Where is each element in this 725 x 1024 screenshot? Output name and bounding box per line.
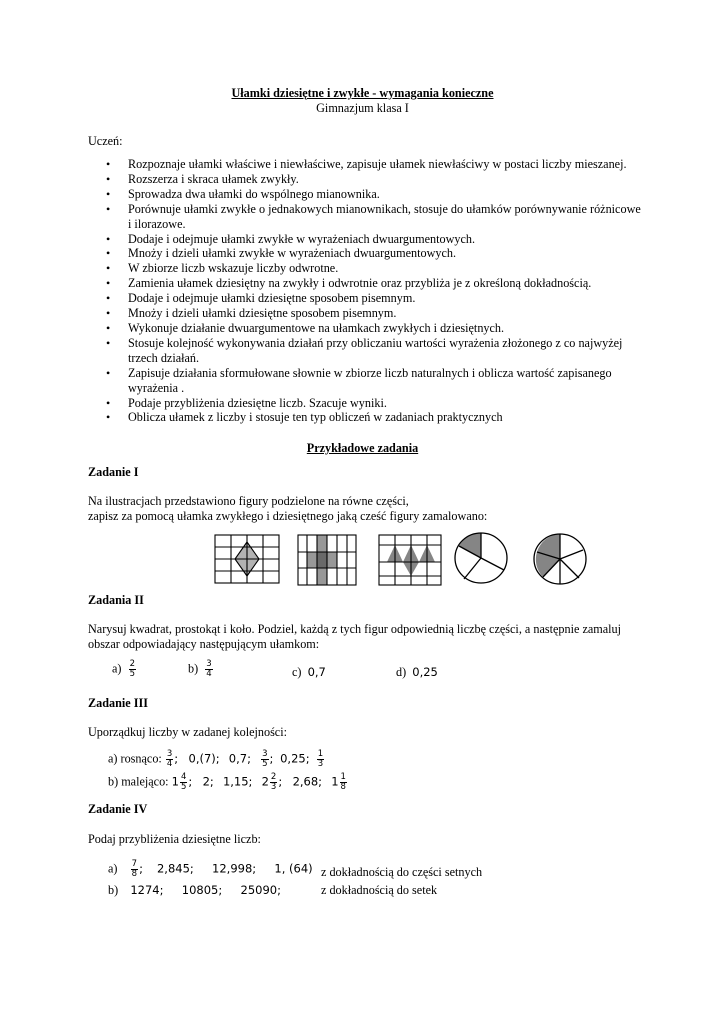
figure-4-circle bbox=[452, 530, 510, 586]
figure-2-grid bbox=[297, 534, 357, 586]
figure-3-grid bbox=[378, 534, 442, 586]
task2-option-a: a) $\frac{2}{5}$ bbox=[112, 659, 135, 679]
requirement-item: • Mnoży i dzieli ułamki zwykłe w wyrażeniach dwuargumentowych. bbox=[106, 246, 646, 261]
task3-line-a: a) rosnąco: $\frac{3}{4}$ ; 0,(7); 0,7; $\frac{3}{5}$ ; 0,25; $\frac{1}{3}$ bbox=[108, 749, 324, 769]
task2-line1: Narysuj kwadrat, prostokąt i koło. Podziel, każdą z tych figur odpowiednią liczbę części, a następnie zamaluj bbox=[88, 622, 622, 636]
intro-label: Uczeń: bbox=[88, 134, 123, 148]
requirement-item: • Rozpoznaje ułamki właściwe i niewłaściwe, zapisuje ułamek niewłaściwy w postaci liczby mieszanej. bbox=[106, 157, 646, 172]
task3-instruction: Uporządkuj liczby w zadanej kolejności: bbox=[88, 725, 287, 739]
task2-title: Zadania II bbox=[88, 593, 144, 607]
requirement-item: • Stosuje kolejność wykonywania działań przy obliczaniu wartości wyrażenia złożonego z co najwyżej trzech działań. bbox=[106, 336, 646, 366]
page-subtitle: Gimnazjum klasa I bbox=[316, 101, 409, 115]
task4-instruction: Podaj przybliżenia dziesiętne liczb: bbox=[88, 832, 261, 846]
task1-title: Zadanie I bbox=[88, 465, 139, 479]
requirement-item: • Rozszerza i skraca ułamek zwykły. bbox=[106, 172, 646, 187]
task4-note-b: z dokładnością do setek bbox=[321, 883, 438, 897]
requirement-item: • Zapisuje działania sformułowane słownie w zbiorze liczb naturalnych i oblicza wartość zapisanego wyrażenia . bbox=[106, 366, 646, 396]
requirement-item: • W zbiorze liczb wskazuje liczby odwrotne. bbox=[106, 261, 646, 276]
task4-title: Zadanie IV bbox=[88, 802, 148, 816]
requirement-item: • Dodaje i odejmuje ułamki dziesiętne sposobem pisemnym. bbox=[106, 291, 646, 306]
requirement-item: • Dodaje i odejmuje ułamki zwykłe w wyrażeniach dwuargumentowych. bbox=[106, 232, 646, 247]
task3-line-b: b) malejąco: 1 $\frac{4}{5}$ ; 2; 1,15; 2 $\frac{2}{3}$ ; 2,68; 1 $\frac{1}{8}$ bbox=[108, 772, 346, 792]
figure-5-circle bbox=[531, 531, 589, 587]
requirement-item: • Sprowadza dwa ułamki do wspólnego mianownika. bbox=[106, 187, 646, 202]
task2-line2: obszar odpowiadający następującym ułamkom: bbox=[88, 637, 320, 651]
task1-line2: zapisz za pomocą ułamka zwykłego i dziesiętnego jaką cześć figury zamalowano: bbox=[88, 509, 488, 523]
task4-note-a: z dokładnością do części setnych bbox=[321, 865, 483, 879]
task2-option-d: d) 0,25 bbox=[396, 665, 438, 679]
requirement-item: • Zamienia ułamek dziesiętny na zwykły i odwrotnie oraz przybliża je z określoną dokładnością. bbox=[106, 276, 646, 291]
page-title: Ułamki dziesiętne i zwykłe - wymagania konieczne bbox=[231, 86, 494, 100]
requirement-item: • Podaje przybliżenia dziesiętne liczb. Szacuje wyniki. bbox=[106, 396, 646, 411]
task3-title: Zadanie III bbox=[88, 696, 148, 710]
task2-option-b: b) $\frac{3}{4}$ bbox=[188, 659, 212, 679]
requirement-item: • Wykonuje działanie dwuargumentowe na ułamkach zwykłych i dziesiętnych. bbox=[106, 321, 646, 336]
requirement-item: • Oblicza ułamek z liczby i stosuje ten typ obliczeń w zadaniach praktycznych bbox=[106, 410, 646, 425]
figure-1-grid bbox=[214, 534, 280, 584]
task4-line-a: a) $\frac{7}{8}$ ; 2,845; 12,998; 1, (64) bbox=[108, 859, 313, 879]
task2-option-c: c) 0,7 bbox=[292, 665, 326, 679]
requirement-item: • Mnoży i dzieli ułamki dziesiętne sposobem pisemnym. bbox=[106, 306, 646, 321]
examples-title: Przykładowe zadania bbox=[306, 441, 419, 455]
requirement-item: • Porównuje ułamki zwykłe o jednakowych mianownikach, stosuje do ułamków porównywanie różnicowe i ilorazowe. bbox=[106, 202, 646, 232]
task1-line1: Na ilustracjach przedstawiono figury podzielone na równe części, bbox=[88, 494, 409, 508]
task4-line-b: b) 1274; 10805; 25090; bbox=[108, 883, 281, 897]
requirements-list bbox=[106, 157, 646, 425]
